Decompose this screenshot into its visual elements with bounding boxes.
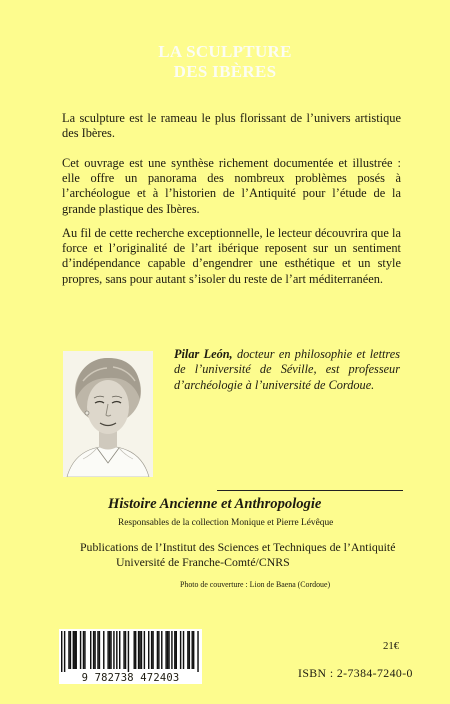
barcode-bar [134,631,135,669]
barcode-bar [119,631,120,669]
barcode-bar [73,631,74,669]
series-divider [217,490,403,491]
barcode-bar [128,631,129,673]
barcode-bar [192,631,193,669]
barcode-bar [94,631,95,669]
barcode-bar [141,631,142,669]
barcode-bar [109,631,110,669]
author-portrait-image [63,351,153,477]
barcode-bar [113,631,114,669]
barcode-bar [110,631,111,669]
barcode-bar [193,631,194,669]
barcode-bar [103,631,104,669]
barcode-bar [123,631,124,669]
barcode-bar [135,631,136,669]
series-responsables: Responsables de la collection Monique et Pierre Lévêque [118,518,334,528]
barcode-bar [167,631,168,669]
author-name: Pilar León, [174,347,233,361]
author-bio-text: docteur en philosophie et lettres de l’université de Séville, est professeur d’archéologie à l’université de Cordoue. [174,347,400,392]
barcode-bar [171,631,172,669]
publisher-line-1: Publications de l’Institut des Sciences et Techniques de l’Antiquité [80,540,396,554]
barcode-bar [165,631,166,669]
barcode-bar [76,631,77,669]
barcode-bar [61,631,62,673]
barcode-bar [197,631,198,673]
summary-paragraph-2: Cet ouvrage est une synthèse richement documentée et illustrée : elle offre un panorama des nombreux problèmes posés à l’archéologue et à l’historien de l’Antiquité pour l’étude de la grande plastique des Ibères. [62,156,401,216]
summary-paragraph-3: Au fil de cette recherche exceptionnelle, le lecteur découvrira que la force et l’originalité de l’art ibérique reposent sur un sentiment d’indépendance capable d’engendrer une esthétique et un style propres, sans pour autant s’isoler du reste de l’art méditerranéen. [62,226,401,286]
barcode-bar [158,631,159,669]
barcode-bar [189,631,190,669]
author-portrait [63,351,153,477]
price: 21€ [383,640,400,652]
barcode-bar [176,631,177,669]
barcode-bar [74,631,75,669]
summary-paragraph-1: La sculpture est le rameau le plus florissant de l’univers artistique des Ibères. [62,111,401,141]
barcode-bars [59,629,202,673]
barcode-bar [99,631,100,669]
barcode-bar [84,631,85,669]
barcode-bar [148,631,149,669]
book-title-line-2: DES IBÈRES [173,62,277,81]
barcode-bar [125,631,126,669]
barcode-bar [157,631,158,669]
barcode-bar [168,631,169,669]
barcode-bar [139,631,140,669]
barcode-bar [68,631,69,669]
barcode-bar [183,631,184,669]
barcode-bar [83,631,84,669]
isbn: ISBN : 2-7384-7240-0 [298,666,413,680]
barcode-bar [70,631,71,669]
barcode-bar [116,631,117,669]
barcode-bar [151,631,152,669]
photo-credit: Photo de couverture : Lion de Baena (Cordoue) [180,580,331,589]
barcode-bar [64,631,65,673]
barcode-bar [93,631,94,669]
barcode-bar [174,631,175,669]
book-title-line-1: LA SCULPTURE [158,42,292,61]
barcode-bar [180,631,181,669]
barcode-bar [80,631,81,669]
barcode-bar [187,631,188,669]
author-bio [174,347,400,393]
publisher-line-2: Université de Franche-Comté/CNRS [116,555,290,569]
barcode-bar [152,631,153,669]
barcode-bar [107,631,108,669]
barcode-digits: 9 782738 472403 [59,672,202,684]
series-title: Histoire Ancienne et Anthropologie [108,496,322,512]
barcode-bar [97,631,98,669]
barcode-bar [138,631,139,669]
barcode-bar [161,631,162,669]
barcode-bar [144,631,145,669]
barcode-bar [90,631,91,669]
